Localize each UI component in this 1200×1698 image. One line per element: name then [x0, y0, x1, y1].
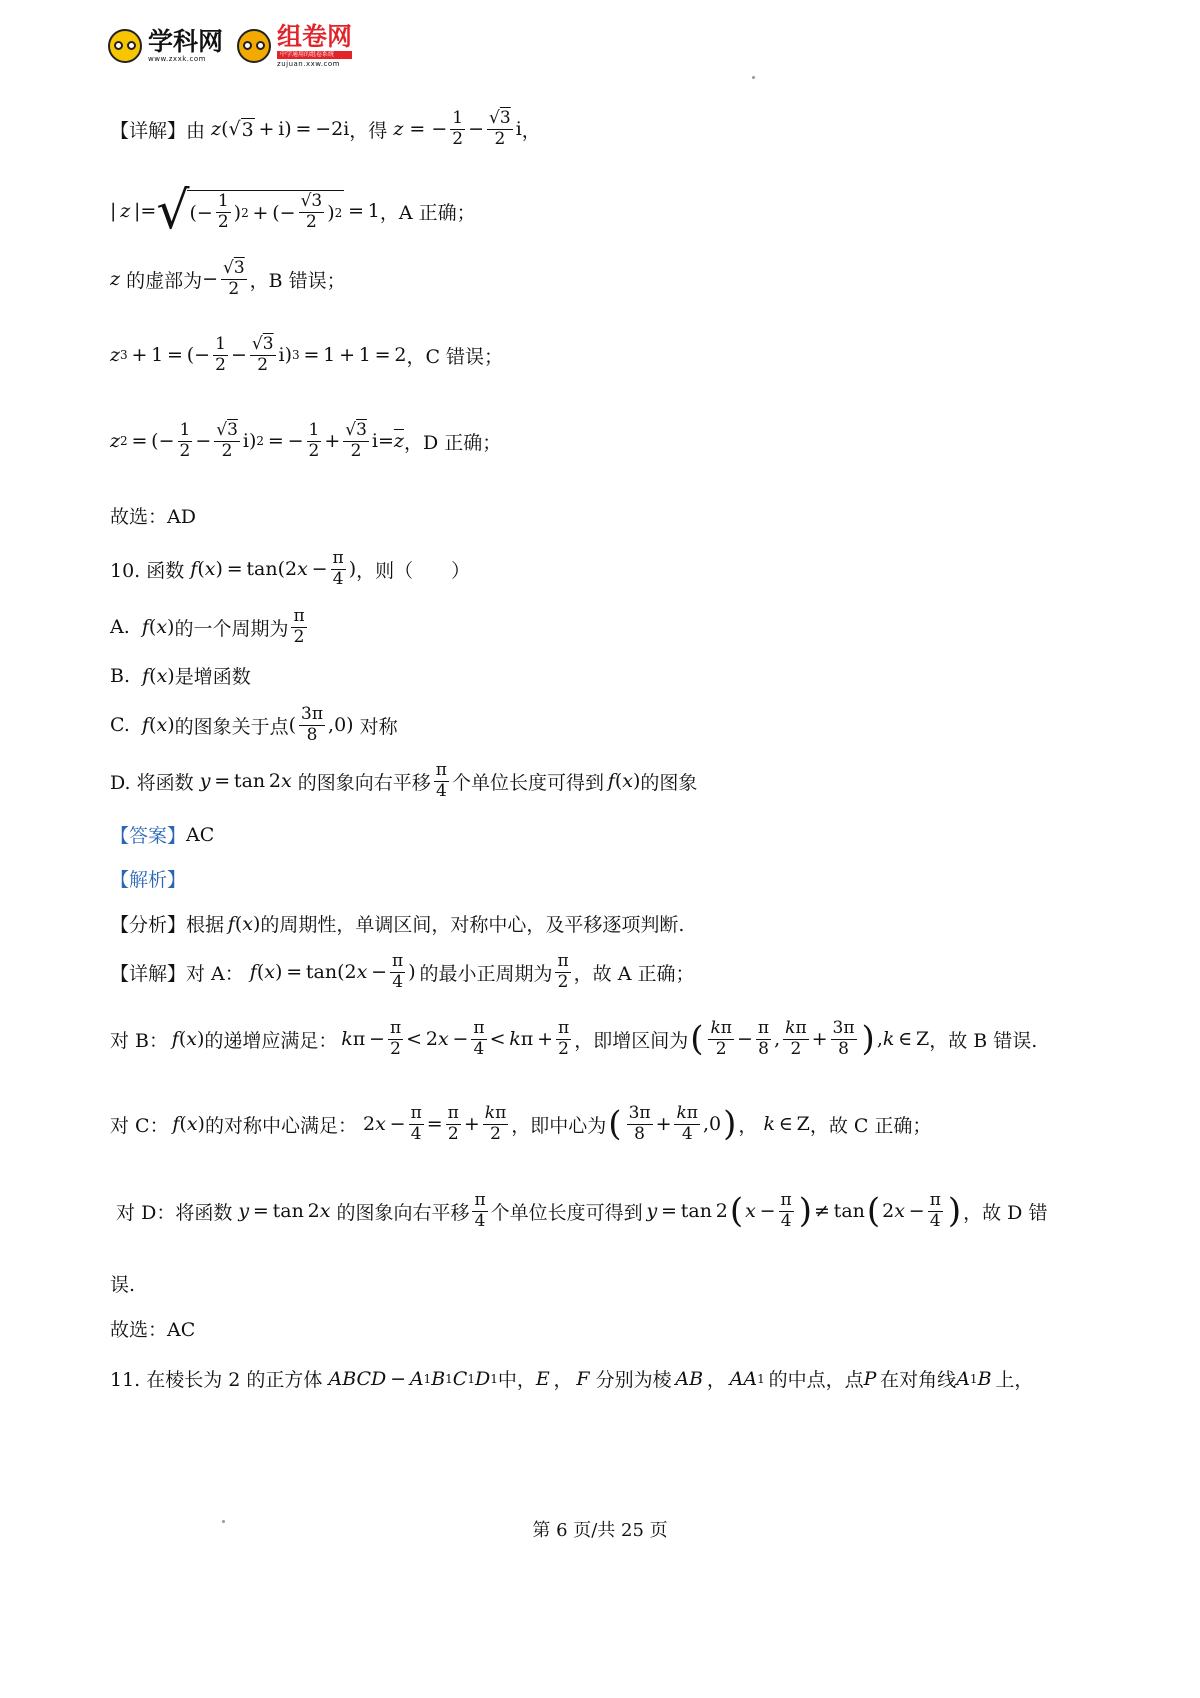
text: 的图象向右平移 — [297, 771, 431, 794]
zxxk-logo[interactable] — [108, 29, 223, 63]
detail-d-cont: 误. — [110, 1274, 136, 1296]
question-11: 11. 在棱长为 2 的正方体 ABCD − A 1 B 1 C 1 D 1 中， E ， F 分别为棱 AB ， AA 1 的中点，点 P 在对角线 A 1 B 上， — [110, 1365, 1033, 1392]
text: 【详解】由 — [110, 119, 206, 142]
answer-line — [110, 821, 214, 848]
text: 中， — [497, 1369, 536, 1391]
text: ，故 D 错 — [963, 1201, 1048, 1224]
scholar-icon — [237, 29, 271, 63]
text: 的图象关于点 — [174, 715, 289, 738]
text: ，B 错误； — [249, 269, 346, 292]
text: 对 C： — [110, 1114, 169, 1137]
zujuan-logo[interactable] — [237, 24, 352, 68]
detail-line-2: | z |= √ (− $\frac{1}{2}$ ) 2 + (− $\frac{√3}{2}$ ) 2 = 1 ，A 正确； — [110, 181, 476, 241]
answer-choice-line: 故选：AD — [110, 506, 196, 528]
text: ，D 正确； — [403, 431, 502, 454]
detail-line-1: 【详解】由 z ( √ 3 + i) = −2i ，得 z = − $\frac{1}{2}$ − $\frac{√3}{2}$ i ， — [110, 108, 541, 149]
logo2-tag: 中学通用的组卷系统 — [277, 51, 352, 59]
text: 个单位长度可得到 — [490, 1201, 643, 1224]
text: 的递增应满足： — [204, 1029, 338, 1052]
text: 的图象向右平移 — [336, 1201, 470, 1224]
text: ，则（ ） — [356, 559, 471, 582]
text: 个单位长度可得到 — [451, 771, 604, 794]
text: A. — [110, 616, 130, 639]
option-d: D. 将函数 y = tan 2 x 的图象向右平移 $\frac{\pi}{4}$ 个单位长度可得到 f ( x ) 的图象 — [110, 760, 698, 801]
text: 对 B： — [110, 1029, 169, 1052]
detail-d: 对 D：将函数 y = tan 2 x 的图象向右平移 $\frac{\pi}{4}$ 个单位长度可得到 y = tan 2 ( x − $\frac{\pi}{4}$ ) ≠ tan ( 2 x − $\frac{\pi}{4}$ ) ，故 D 错 — [116, 1190, 1048, 1232]
logo1-url: www.zxxk.com — [148, 55, 206, 63]
final-choice-line: 故选：AC — [110, 1319, 196, 1341]
text: 【分析】根据 — [110, 914, 225, 936]
logo2-url: zujuan.xxw.com — [277, 60, 341, 68]
text: 的对称中心满足： — [204, 1114, 357, 1137]
text: 对 D：将函数 — [116, 1201, 233, 1224]
detail-line-3: z 的虚部为 − $\frac{√3}{2}$ ，B 错误； — [110, 258, 346, 299]
text: 的虚部为 — [126, 269, 203, 292]
text: 在对角线 — [880, 1369, 957, 1391]
question-10: 10. 函数 f ( x ) = tan(2 x − $\frac{\pi}{4}$ ) ，则（ ） — [110, 548, 471, 589]
text: 的中点，点 — [768, 1369, 864, 1391]
text: ，A 正确； — [379, 201, 476, 224]
detail-line-4: z 3 + 1 = (− $\frac{1}{2}$ − $\frac{√3}{2}$ i) 3 = 1 + 1 = 2 ，C 错误； — [110, 334, 504, 375]
speck — [752, 76, 755, 79]
text: B. — [110, 664, 131, 687]
text: 10. 函数 — [110, 559, 185, 582]
detail-b: 对 B： f ( x ) 的递增应满足： k π − $\frac{\pi}{2}$ < 2 x − $\frac{\pi}{4}$ < k π + $\frac{\pi}{2}$ ，即增区间为 ( $\frac{k\pi}{2}$ − $\frac{\pi}{8}$ , $\frac{k\pi}{2}$ + $\frac{3\pi}{8}$ ) , k ∈ Z ，故 B 错误. — [110, 1018, 1038, 1060]
text: 对称 — [359, 715, 398, 738]
detail-a: 【详解】对 A： f ( x ) = tan(2 x − $\frac{\pi}{4}$ ) 的最小正周期为 $\frac{\pi}{2}$ ，故 A 正确； — [110, 951, 695, 992]
text: 分别为棱 — [595, 1369, 672, 1391]
text: ，得 — [349, 119, 388, 142]
page-footer: 第 6 页/共 25 页 — [532, 1520, 668, 1541]
logo2-title: 组卷网 — [277, 22, 353, 51]
text: D. 将函数 — [110, 771, 194, 794]
option-c: C. f ( x ) 的图象关于点 ( $\frac{3\pi}{8}$ ,0) 对称 — [110, 704, 398, 745]
text: 【详解】对 A： — [110, 962, 244, 985]
text: 是增函数 — [174, 666, 251, 688]
text: ，C 错误； — [406, 345, 504, 368]
text: ，即中心为 — [511, 1114, 607, 1137]
answer-value: AC — [186, 823, 215, 846]
text: ，故 C 正确； — [809, 1114, 932, 1137]
text: C. — [110, 714, 130, 737]
detail-c: 对 C： f ( x ) 的对称中心满足： 2 x − $\frac{\pi}{4}$ = $\frac{\pi}{2}$ + $\frac{k\pi}{2}$ ，即中心为 ( $\frac{3\pi}{8}$ + $\frac{k\pi}{4}$ ,0 ) ， k ∈ Z ，故 C 正确； — [110, 1103, 932, 1145]
text: ，故 B 错误. — [929, 1029, 1038, 1052]
analysis-line: 【分析】根据 f ( x ) 的周期性，单调区间，对称中心，及平移逐项判断. — [110, 910, 684, 937]
text: 的一个周期为 — [174, 617, 289, 640]
owl-icon — [108, 29, 142, 63]
text: ，故 A 正确； — [573, 962, 695, 985]
text: 上， — [995, 1369, 1034, 1391]
option-a: A. f ( x ) 的一个周期为 $\frac{\pi}{2}$ — [110, 606, 305, 647]
text: 11. 在棱长为 2 的正方体 — [110, 1369, 323, 1391]
text: ， — [521, 119, 541, 142]
text: 的图象 — [640, 771, 698, 794]
jiexi-tag: 【解析】 — [110, 869, 187, 891]
jiexi-line — [110, 865, 186, 892]
option-b: B. f ( x ) 是增函数 — [110, 662, 251, 689]
detail-line-5: z 2 = (− $\frac{1}{2}$ − $\frac{√3}{2}$ i) 2 = − $\frac{1}{2}$ + $\frac{√3}{2}$ i= $\overline{z}$ ，D 正确； — [110, 420, 502, 461]
logo1-title: 学科网 — [148, 27, 224, 56]
text: 的最小正周期为 — [419, 962, 553, 985]
header-logos — [108, 22, 352, 70]
text: 的周期性，单调区间，对称中心，及平移逐项判断. — [260, 914, 685, 936]
text: ，即增区间为 — [574, 1029, 689, 1052]
answer-tag: 【答案】 — [110, 825, 187, 847]
